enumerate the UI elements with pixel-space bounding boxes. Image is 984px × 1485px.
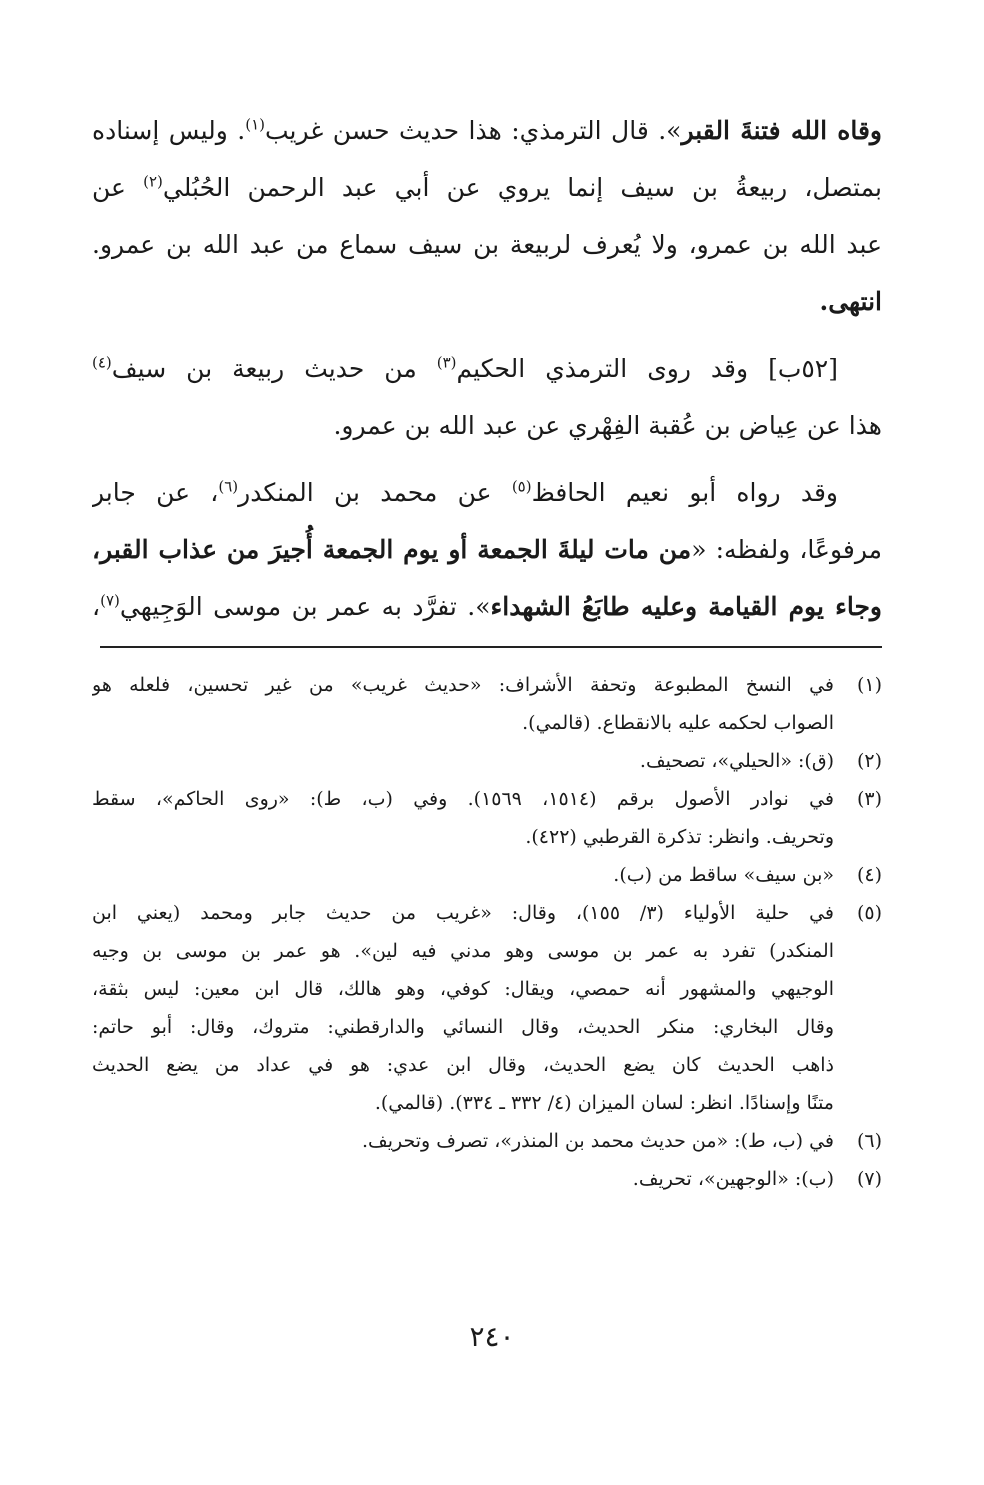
footnote-text: المنكدر) تفرد به عمر بن موسى وهو مدني فيه لين». هو عمر بن موسى بن وجيه — [92, 940, 834, 962]
footnote-number — [834, 1084, 882, 1122]
text-run: بمتصل، ربيعةُ بن سيف إنما يروي عن أبي عبد الرحمن الحُبُلي — [162, 173, 882, 202]
text-run: ». قال الترمذي: هذا حديث حسن غريب — [264, 116, 682, 145]
footnote-number — [834, 970, 882, 1008]
footnote-line — [92, 704, 882, 742]
text-run: من حديث ربيعة بن سيف — [111, 354, 437, 383]
footnote-separator — [100, 646, 882, 648]
footnote-text: (ب): «الوجهين»، تحريف. — [632, 1168, 834, 1190]
footnote-number: (٦) — [856, 1130, 882, 1152]
footnote-line — [92, 818, 882, 856]
footnote-line — [92, 856, 882, 894]
footnote-ref[interactable]: (٦) — [218, 477, 239, 496]
footnote-number — [834, 818, 882, 856]
footnote-line — [92, 666, 882, 704]
text-run: وقد رواه أبو نعيم الحافظ — [531, 478, 838, 507]
footnote-line — [92, 742, 882, 780]
text-run: ». تفرَّد به عمر بن موسى الوَجِيهي — [119, 592, 491, 621]
footnote-text: «بن سيف» ساقط من (ب). — [613, 864, 834, 886]
footnote-number: (٥) — [856, 902, 882, 924]
footnote-line — [92, 780, 882, 818]
footnote-ref[interactable]: (٥) — [511, 477, 532, 496]
footnote-number: (٣) — [856, 788, 882, 810]
text-run: ، عن جابر — [92, 478, 219, 507]
bold-phrase: من مات ليلةَ الجمعة أو يوم الجمعة أُجيرَ من عذاب القبر، — [92, 535, 692, 564]
footnote-line — [92, 1122, 882, 1160]
footnote-ref[interactable]: (٣) — [436, 353, 457, 372]
footnote-ref[interactable]: (٢) — [143, 172, 163, 191]
text-run: [٥٢ب] وقد روى الترمذي الحكيم — [456, 354, 838, 383]
footnote-text: في النسخ المطبوعة وتحفة الأشراف: «حديث غريب» من غير تحسين، فلعله هو — [92, 674, 834, 696]
footnote-line — [92, 1008, 882, 1046]
footnote-text: الصواب لحكمه عليه بالانقطاع. (قالمي). — [522, 712, 834, 734]
footnote-text: في (ب، ط): «من حديث محمد بن المنذر»، تصرف وتحريف. — [361, 1130, 834, 1152]
bold-phrase: وجاء يوم القيامة وعليه طابَعُ الشهداء — [490, 592, 882, 621]
footnote-text: في نوادر الأصول برقم (١٥١٤، ١٥٦٩). وفي (ب، ط): «روى الحاكم»، سقط — [92, 788, 834, 810]
text-run: . وليس إسناده — [92, 116, 246, 145]
footnote-number: (٤) — [856, 864, 882, 886]
text-line: عبد الله بن عمرو، ولا يُعرف لربيعة بن سيف سماع من عبد الله بن عمرو. — [92, 230, 882, 259]
footnote-line — [92, 1160, 882, 1198]
footnote-line — [92, 1084, 882, 1122]
footnote-text: متنًا وإسنادًا. انظر: لسان الميزان (٤/ ٣٣٢ ـ ٣٣٤). (قالمي). — [374, 1092, 834, 1114]
footnote-text: ذاهب الحديث كان يضع الحديث، وقال ابن عدي: هو في عداد من يضع الحديث — [92, 1054, 834, 1076]
footnote-number — [834, 1046, 882, 1084]
paragraph-3 — [92, 464, 882, 635]
footnotes — [92, 666, 882, 1198]
text-line: انتهى. — [819, 287, 882, 316]
footnote-text: وقال البخاري: منكر الحديث، وقال النسائي والدارقطني: متروك، وقال: أبو حاتم: — [92, 1016, 834, 1038]
text-line — [92, 464, 882, 521]
footnote-ref[interactable]: (٧) — [100, 591, 120, 610]
footnote-number: (٢) — [856, 750, 882, 772]
footnote-text: وتحريف. وانظر: تذكرة القرطبي (٤٢٢). — [525, 826, 834, 848]
footnote-ref[interactable]: (٤) — [92, 353, 112, 372]
text-line — [92, 521, 882, 578]
footnote-ref[interactable]: (١) — [245, 115, 265, 134]
text-run: ، — [92, 592, 101, 621]
paragraph-1 — [92, 102, 882, 330]
text-run: مرفوعًا، ولفظه: « — [691, 535, 882, 564]
paragraph-2 — [92, 340, 882, 454]
text-run: عن — [92, 173, 144, 202]
footnote-number: (٧) — [856, 1168, 882, 1190]
footnote-number — [834, 704, 882, 742]
page-number: ٢٤٠ — [469, 1320, 515, 1353]
text-line — [92, 159, 882, 216]
text-run: عن محمد بن المنكدر — [238, 478, 512, 507]
text-line: هذا عن عِياض بن عُقبة الفِهْري عن عبد الله بن عمرو. — [333, 411, 882, 440]
text-line — [92, 578, 882, 635]
text-line — [92, 102, 882, 159]
bold-phrase: وقاه الله فتنةَ القبر — [681, 116, 882, 145]
footnote-line — [92, 1046, 882, 1084]
footnote-number — [834, 1008, 882, 1046]
footnote-text: (ق): «الحيلي»، تصحيف. — [639, 750, 834, 772]
footnote-text: في حلية الأولياء (٣/ ١٥٥)، وقال: «غريب من حديث جابر ومحمد (يعني ابن — [92, 902, 834, 924]
footnote-line — [92, 932, 882, 970]
footnote-line — [92, 970, 882, 1008]
text-line — [92, 340, 882, 397]
footnote-number: (١) — [856, 674, 882, 696]
footnote-text: الوجيهي والمشهور أنه حمصي، ويقال: كوفي، وهو هالك، قال ابن معين: ليس بثقة، — [92, 978, 834, 1000]
footnote-number — [834, 932, 882, 970]
footnote-line — [92, 894, 882, 932]
